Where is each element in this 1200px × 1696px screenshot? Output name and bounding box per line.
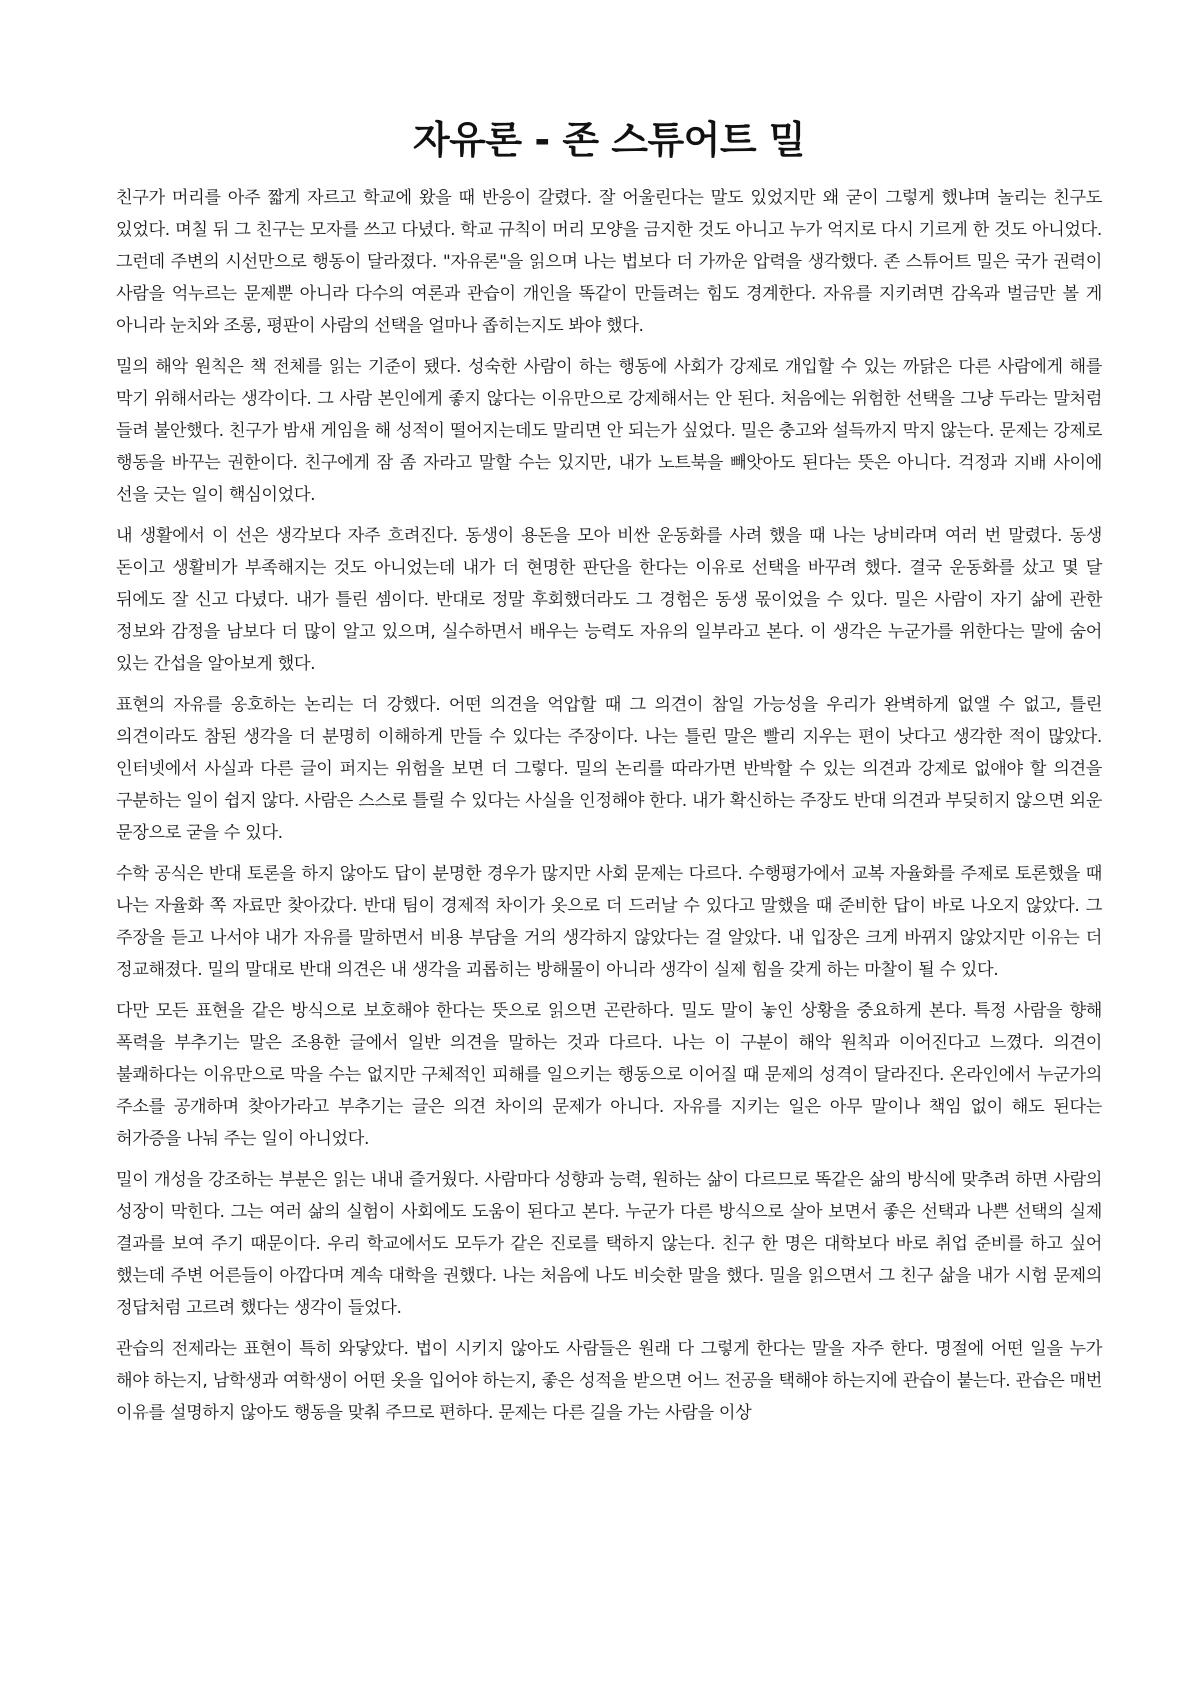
paragraph: 내 생활에서 이 선은 생각보다 자주 흐려진다. 동생이 용돈을 모아 비싼 운동화를 사려 했을 때 나는 낭비라며 여러 번 말렸다. 동생 돈이고 생활비가 부족해지는 것도 아니었는데 내가 더 현명한 판단을 한다는 이유로 선택을 바꾸려 했다. 결국 운동화를 샀고 몇 달 뒤에도 잘 신고 다녔다. 내가 틀린 셈이다. 반대로 정말 후회했더라도 그 경험은 동생 몫이었을 수 있다. 밀은 사람이 자기 삶에 관한 정보와 감정을 남보다 더 많이 알고 있으며, 실수하면서 배우는 능력도 자유의 일부라고 본다. 이 생각은 누군가를 위한다는 말에 숨어 있는 간섭을 알아보게 했다. — [116, 525, 1102, 674]
paragraph: 표현의 자유를 옹호하는 논리는 더 강했다. 어떤 의견을 억압할 때 그 의견이 참일 가능성을 우리가 완벽하게 없앨 수 없고, 틀린 의견이라도 참된 생각을 더 분명히 이해하게 만들 수 있다는 주장이다. 나는 틀린 말은 빨리 지우는 편이 낫다고 생각한 적이 많았다. 인터넷에서 사실과 다른 글이 퍼지는 위험을 보면 더 그렇다. 밀의 논리를 따라가면 반박할 수 있는 의견과 강제로 없애야 할 의견을 구분하는 일이 쉽지 않다. 사람은 스스로 틀릴 수 있다는 사실을 인정해야 한다. 내가 확신하는 주장도 반대 의견과 부딪히지 않으면 외운 문장으로 굳을 수 있다. — [116, 694, 1102, 843]
page-title: 자유론 - 존 스튜어트 밀 — [412, 118, 806, 162]
paragraph: 밀이 개성을 강조하는 부분은 읽는 내내 즐거웠다. 사람마다 성향과 능력, 원하는 삶이 다르므로 똑같은 삶의 방식에 맞추려 하면 사람의 성장이 막힌다. 그는 여러 삶의 실험이 사회에도 도움이 된다고 본다. 누군가 다른 방식으로 살아 보면서 좋은 선택과 나쁜 선택의 실제 결과를 보여 주기 때문이다. 우리 학교에서도 모두가 같은 진로를 택하지 않는다. 친구 한 명은 대학보다 바로 취업 준비를 하고 싶어 했는데 주변 어른들이 아깝다며 계속 대학을 권했다. 나는 처음에 나도 비슷한 말을 했다. 밀을 읽으면서 그 친구 삶을 내가 시험 문제의 정답처럼 고르려 했다는 생각이 들었다. — [116, 1169, 1102, 1318]
paragraph: 다만 모든 표현을 같은 방식으로 보호해야 한다는 뜻으로 읽으면 곤란하다. 밀도 말이 놓인 상황을 중요하게 본다. 특정 사람을 향해 폭력을 부추기는 말은 조용한 글에서 일반 의견을 말하는 것과 다르다. 나는 이 구분이 해악 원칙과 이어진다고 느꼈다. 의견이 불쾌하다는 이유만으로 막을 수는 없지만 구체적인 피해를 일으키는 행동으로 이어질 때 문제의 성격이 달라진다. 온라인에서 누군가의 주소를 공개하며 찾아가라고 부추기는 글은 의견 차이의 문제가 아니다. 자유를 지키는 일은 아무 말이나 책임 없이 해도 된다는 허가증을 나눠 주는 일이 아니었다. — [116, 1000, 1102, 1149]
paragraph: 친구가 머리를 아주 짧게 자르고 학교에 왔을 때 반응이 갈렸다. 잘 어울린다는 말도 있었지만 왜 굳이 그렇게 했냐며 놀리는 친구도 있었다. 며칠 뒤 그 친구는 모자를 쓰고 다녔다. 학교 규칙이 머리 모양을 금지한 것도 아니고 누가 억지로 다시 기르게 한 것도 아니었다. 그런데 주변의 시선만으로 행동이 달라졌다. "자유론"을 읽으며 나는 법보다 더 가까운 압력을 생각했다. 존 스튜어트 밀은 국가 권력이 사람을 억누르는 문제뿐 아니라 다수의 여론과 관습이 개인을 똑같이 만들려는 힘도 경계한다. 자유를 지키려면 감옥과 벌금만 볼 게 아니라 눈치와 조롱, 평판이 사람의 선택을 얼마나 좁히는지도 봐야 했다. — [116, 187, 1102, 336]
essay-body — [116, 182, 1102, 1429]
paragraph: 관습의 전제라는 표현이 특히 와닿았다. 법이 시키지 않아도 사람들은 원래 다 그렇게 한다는 말을 자주 한다. 명절에 어떤 일을 누가 해야 하는지, 남학생과 여학생이 어떤 옷을 입어야 하는지, 좋은 성적을 받으면 어느 전공을 택해야 하는지에 관습이 붙는다. 관습은 매번 이유를 설명하지 않아도 행동을 맞춰 주므로 편하다. 문제는 다른 길을 가는 사람을 이상 — [116, 1338, 1102, 1423]
paragraph: 수학 공식은 반대 토론을 하지 않아도 답이 분명한 경우가 많지만 사회 문제는 다르다. 수행평가에서 교복 자율화를 주제로 토론했을 때 나는 자율화 쪽 자료만 찾아갔다. 반대 팀이 경제적 차이가 옷으로 더 드러날 수 있다고 말했을 때 준비한 답이 바로 나오지 않았다. 그 주장을 듣고 나서야 내가 자유를 말하면서 비용 부담을 거의 생각하지 않았다는 걸 알았다. 내 입장은 크게 바뀌지 않았지만 이유는 더 정교해졌다. 밀의 말대로 반대 의견은 내 생각을 괴롭히는 방해물이 아니라 생각이 실제 힘을 갖게 하는 마찰이 될 수 있다. — [116, 863, 1102, 980]
paragraph: 밀의 해악 원칙은 책 전체를 읽는 기준이 됐다. 성숙한 사람이 하는 행동에 사회가 강제로 개입할 수 있는 까닭은 다른 사람에게 해를 막기 위해서라는 생각이다. 그 사람 본인에게 좋지 않다는 이유만으로 강제해서는 안 된다. 처음에는 위험한 선택을 그냥 두라는 말처럼 들려 불안했다. 친구가 밤새 게임을 해 성적이 떨어지는데도 말리면 안 되는가 싶었다. 밀은 충고와 설득까지 막지 않는다. 문제는 강제로 행동을 바꾸는 권한이다. 친구에게 잠 좀 자라고 말할 수는 있지만, 내가 노트북을 빼앗아도 된다는 뜻은 아니다. 걱정과 지배 사이에 선을 긋는 일이 핵심이었다. — [116, 356, 1102, 505]
